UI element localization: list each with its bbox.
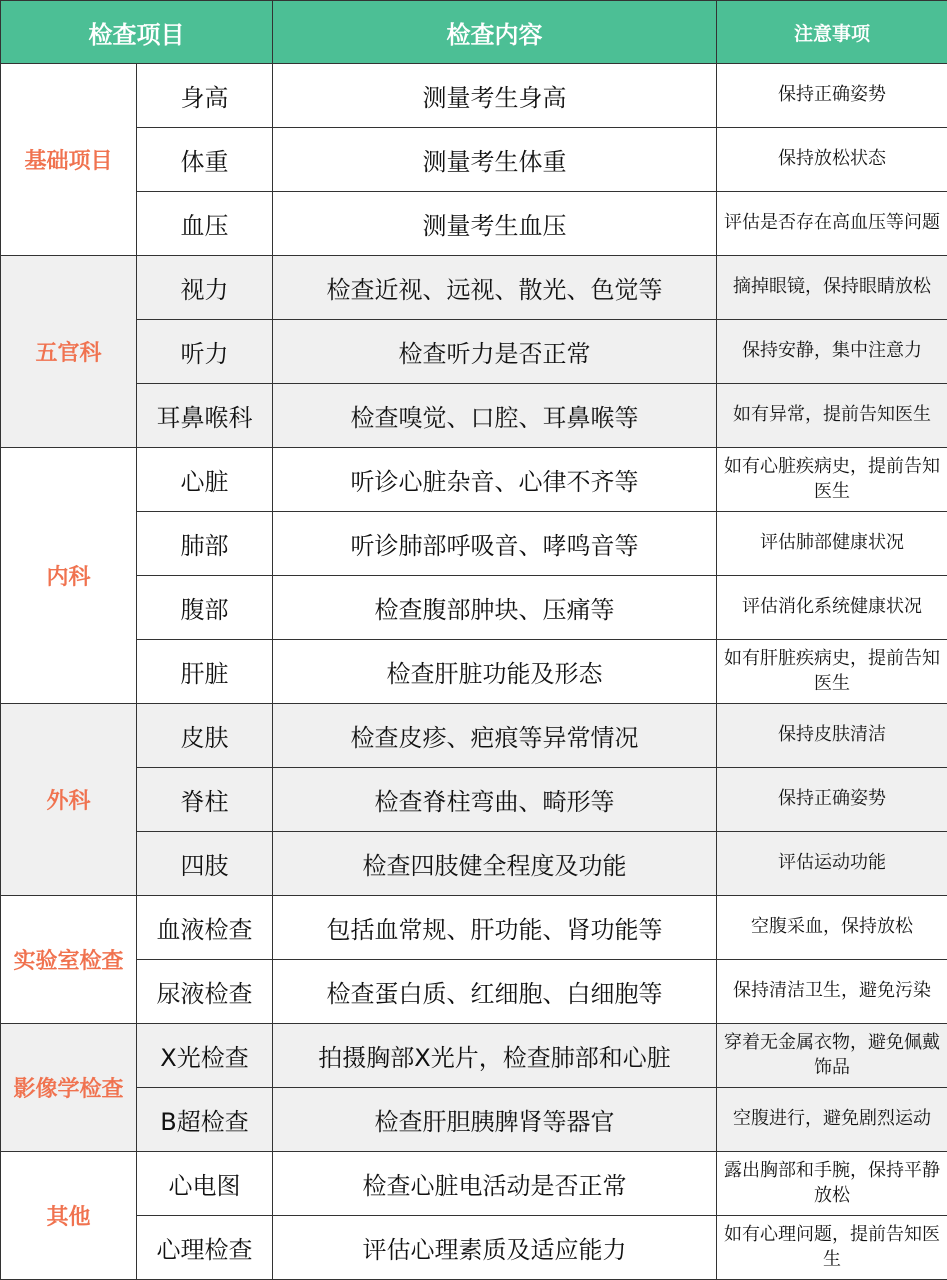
note-cell: 空腹进行，避免剧烈运动 bbox=[717, 1088, 947, 1152]
item-cell: 尿液检查 bbox=[137, 960, 273, 1024]
table-row bbox=[1, 192, 947, 256]
content-cell: 测量考生身高 bbox=[273, 64, 717, 128]
content-cell: 检查心脏电活动是否正常 bbox=[273, 1152, 717, 1216]
category-cell: 影像学检查 bbox=[1, 1024, 137, 1152]
note-cell: 如有心脏疾病史，提前告知医生 bbox=[717, 448, 947, 512]
category-cell: 实验室检查 bbox=[1, 896, 137, 1024]
table-row bbox=[1, 256, 947, 320]
note-cell: 评估是否存在高血压等问题 bbox=[717, 192, 947, 256]
table-row bbox=[1, 704, 947, 768]
table-row bbox=[1, 320, 947, 384]
content-cell: 拍摄胸部X光片，检查肺部和心脏 bbox=[273, 1024, 717, 1088]
item-cell: 听力 bbox=[137, 320, 273, 384]
content-cell: 检查肝脏功能及形态 bbox=[273, 640, 717, 704]
note-cell: 保持清洁卫生，避免污染 bbox=[717, 960, 947, 1024]
category-cell: 其他 bbox=[1, 1152, 137, 1280]
table-row bbox=[1, 1024, 947, 1088]
note-cell: 保持正确姿势 bbox=[717, 768, 947, 832]
table-row bbox=[1, 128, 947, 192]
content-cell: 测量考生血压 bbox=[273, 192, 717, 256]
item-cell: 肺部 bbox=[137, 512, 273, 576]
header-notes: 注意事项 bbox=[717, 1, 947, 64]
item-cell: 脊柱 bbox=[137, 768, 273, 832]
item-cell: 腹部 bbox=[137, 576, 273, 640]
note-cell: 穿着无金属衣物，避免佩戴饰品 bbox=[717, 1024, 947, 1088]
item-cell: 皮肤 bbox=[137, 704, 273, 768]
content-cell: 测量考生体重 bbox=[273, 128, 717, 192]
table-row bbox=[1, 640, 947, 704]
note-cell: 如有异常，提前告知医生 bbox=[717, 384, 947, 448]
note-cell: 评估肺部健康状况 bbox=[717, 512, 947, 576]
table-row bbox=[1, 1088, 947, 1152]
item-cell: 心电图 bbox=[137, 1152, 273, 1216]
note-cell: 摘掉眼镜，保持眼睛放松 bbox=[717, 256, 947, 320]
note-cell: 评估运动功能 bbox=[717, 832, 947, 896]
item-cell: 血压 bbox=[137, 192, 273, 256]
item-cell: 耳鼻喉科 bbox=[137, 384, 273, 448]
note-cell: 评估消化系统健康状况 bbox=[717, 576, 947, 640]
header-row bbox=[1, 1, 947, 64]
table-row bbox=[1, 576, 947, 640]
header-exam-content: 检查内容 bbox=[273, 1, 717, 64]
content-cell: 检查嗅觉、口腔、耳鼻喉等 bbox=[273, 384, 717, 448]
table-row bbox=[1, 384, 947, 448]
content-cell: 听诊肺部呼吸音、哮鸣音等 bbox=[273, 512, 717, 576]
content-cell: 检查听力是否正常 bbox=[273, 320, 717, 384]
category-cell: 五官科 bbox=[1, 256, 137, 448]
item-cell: B超检查 bbox=[137, 1088, 273, 1152]
note-cell: 保持皮肤清洁 bbox=[717, 704, 947, 768]
content-cell: 检查肝胆胰脾肾等器官 bbox=[273, 1088, 717, 1152]
item-cell: 视力 bbox=[137, 256, 273, 320]
note-cell: 保持正确姿势 bbox=[717, 64, 947, 128]
content-cell: 检查近视、远视、散光、色觉等 bbox=[273, 256, 717, 320]
note-cell: 空腹采血，保持放松 bbox=[717, 896, 947, 960]
table-row bbox=[1, 64, 947, 128]
item-cell: 血液检查 bbox=[137, 896, 273, 960]
category-cell: 外科 bbox=[1, 704, 137, 896]
item-cell: 心理检查 bbox=[137, 1216, 273, 1280]
note-cell: 如有心理问题，提前告知医生 bbox=[717, 1216, 947, 1280]
category-cell: 内科 bbox=[1, 448, 137, 704]
content-cell: 检查腹部肿块、压痛等 bbox=[273, 576, 717, 640]
note-cell: 露出胸部和手腕，保持平静放松 bbox=[717, 1152, 947, 1216]
item-cell: 体重 bbox=[137, 128, 273, 192]
table-row bbox=[1, 512, 947, 576]
header-exam-item: 检查项目 bbox=[1, 1, 273, 64]
exam-table-body bbox=[1, 64, 947, 1280]
note-cell: 保持安静，集中注意力 bbox=[717, 320, 947, 384]
item-cell: 心脏 bbox=[137, 448, 273, 512]
content-cell: 检查脊柱弯曲、畸形等 bbox=[273, 768, 717, 832]
item-cell: 肝脏 bbox=[137, 640, 273, 704]
table-row bbox=[1, 960, 947, 1024]
content-cell: 听诊心脏杂音、心律不齐等 bbox=[273, 448, 717, 512]
content-cell: 包括血常规、肝功能、肾功能等 bbox=[273, 896, 717, 960]
item-cell: X光检查 bbox=[137, 1024, 273, 1088]
table-row bbox=[1, 1152, 947, 1216]
table-row bbox=[1, 768, 947, 832]
table-row bbox=[1, 832, 947, 896]
table-row bbox=[1, 896, 947, 960]
content-cell: 检查蛋白质、红细胞、白细胞等 bbox=[273, 960, 717, 1024]
table-row bbox=[1, 1216, 947, 1280]
content-cell: 检查四肢健全程度及功能 bbox=[273, 832, 717, 896]
note-cell: 如有肝脏疾病史，提前告知医生 bbox=[717, 640, 947, 704]
content-cell: 评估心理素质及适应能力 bbox=[273, 1216, 717, 1280]
item-cell: 四肢 bbox=[137, 832, 273, 896]
content-cell: 检查皮疹、疤痕等异常情况 bbox=[273, 704, 717, 768]
table-row bbox=[1, 448, 947, 512]
category-cell: 基础项目 bbox=[1, 64, 137, 256]
item-cell: 身高 bbox=[137, 64, 273, 128]
note-cell: 保持放松状态 bbox=[717, 128, 947, 192]
